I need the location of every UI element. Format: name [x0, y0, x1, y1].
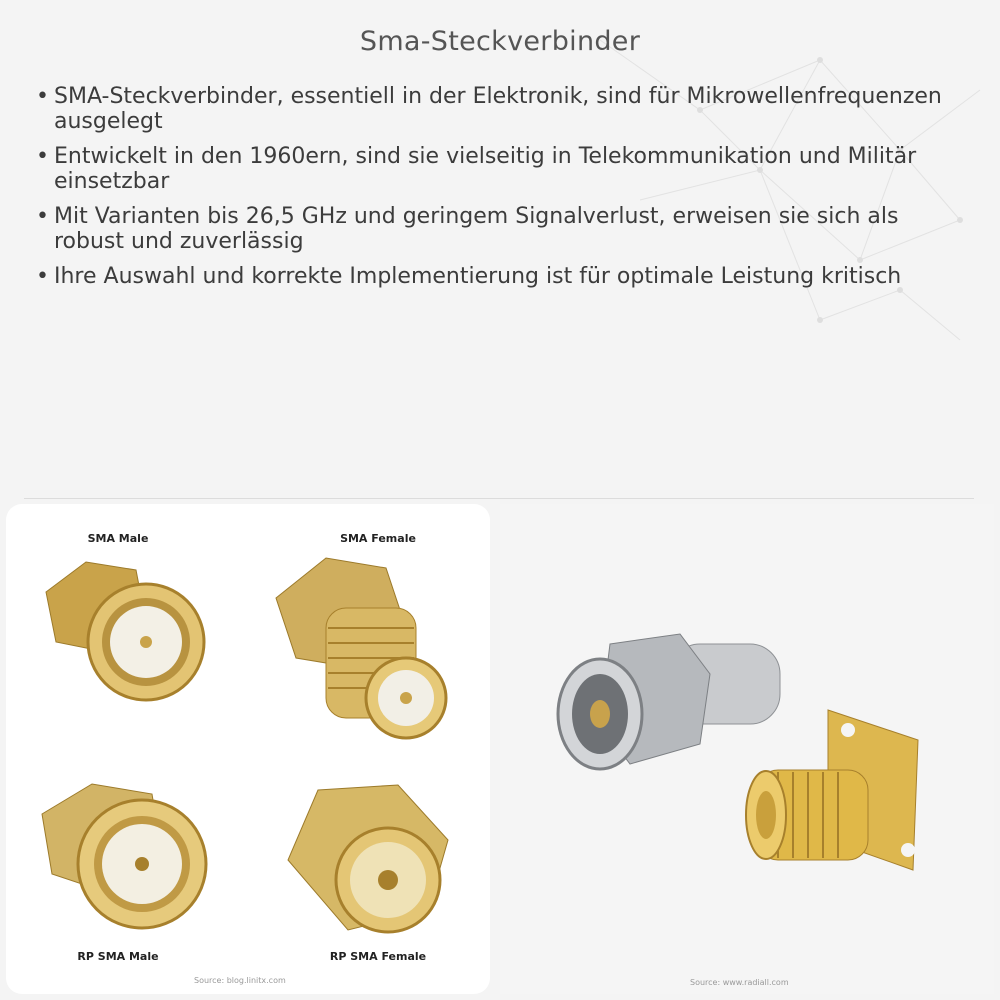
left-image-source: Source: blog.linitx.com — [194, 976, 286, 985]
bullet-dot: • — [36, 144, 49, 169]
right-image-source: Source: www.radiall.com — [690, 978, 789, 987]
radiall-connectors-image — [500, 504, 994, 994]
rp-sma-male-connector-photo — [32, 774, 232, 944]
connector-types-image — [6, 504, 490, 994]
gold-flange-connector-photo — [738, 700, 938, 890]
section-divider — [24, 498, 974, 499]
bullet-item: • Entwickelt in den 1960ern, sind sie vielseitig in Telekommunikation und Militär einsetzbar — [36, 144, 917, 194]
label-rp-sma-female: RP SMA Female — [329, 950, 427, 963]
bullet-list — [34, 84, 964, 299]
label-sma-male: SMA Male — [87, 532, 149, 545]
bullet-dot: • — [36, 84, 49, 109]
label-rp-sma-male: RP SMA Male — [77, 950, 159, 963]
bullet-item: • Ihre Auswahl und korrekte Implementierung ist für optimale Leistung kritisch — [36, 264, 902, 289]
bullet-item: • SMA-Steckverbinder, essentiell in der Elektronik, sind für Mikrowellenfrequenzen ausgelegt — [36, 84, 942, 134]
sma-male-connector-photo — [36, 552, 216, 702]
label-sma-female: SMA Female — [340, 532, 416, 545]
page-title: Sma-Steckverbinder — [359, 26, 641, 57]
sma-female-connector-photo — [266, 548, 466, 748]
bullet-item: • Mit Varianten bis 26,5 GHz und geringem Signalverlust, erweisen sie sich als robust und zuverlässig — [36, 204, 899, 254]
bullet-dot: • — [36, 264, 49, 289]
rp-sma-female-connector-photo — [278, 780, 458, 940]
bullet-dot: • — [36, 204, 49, 229]
